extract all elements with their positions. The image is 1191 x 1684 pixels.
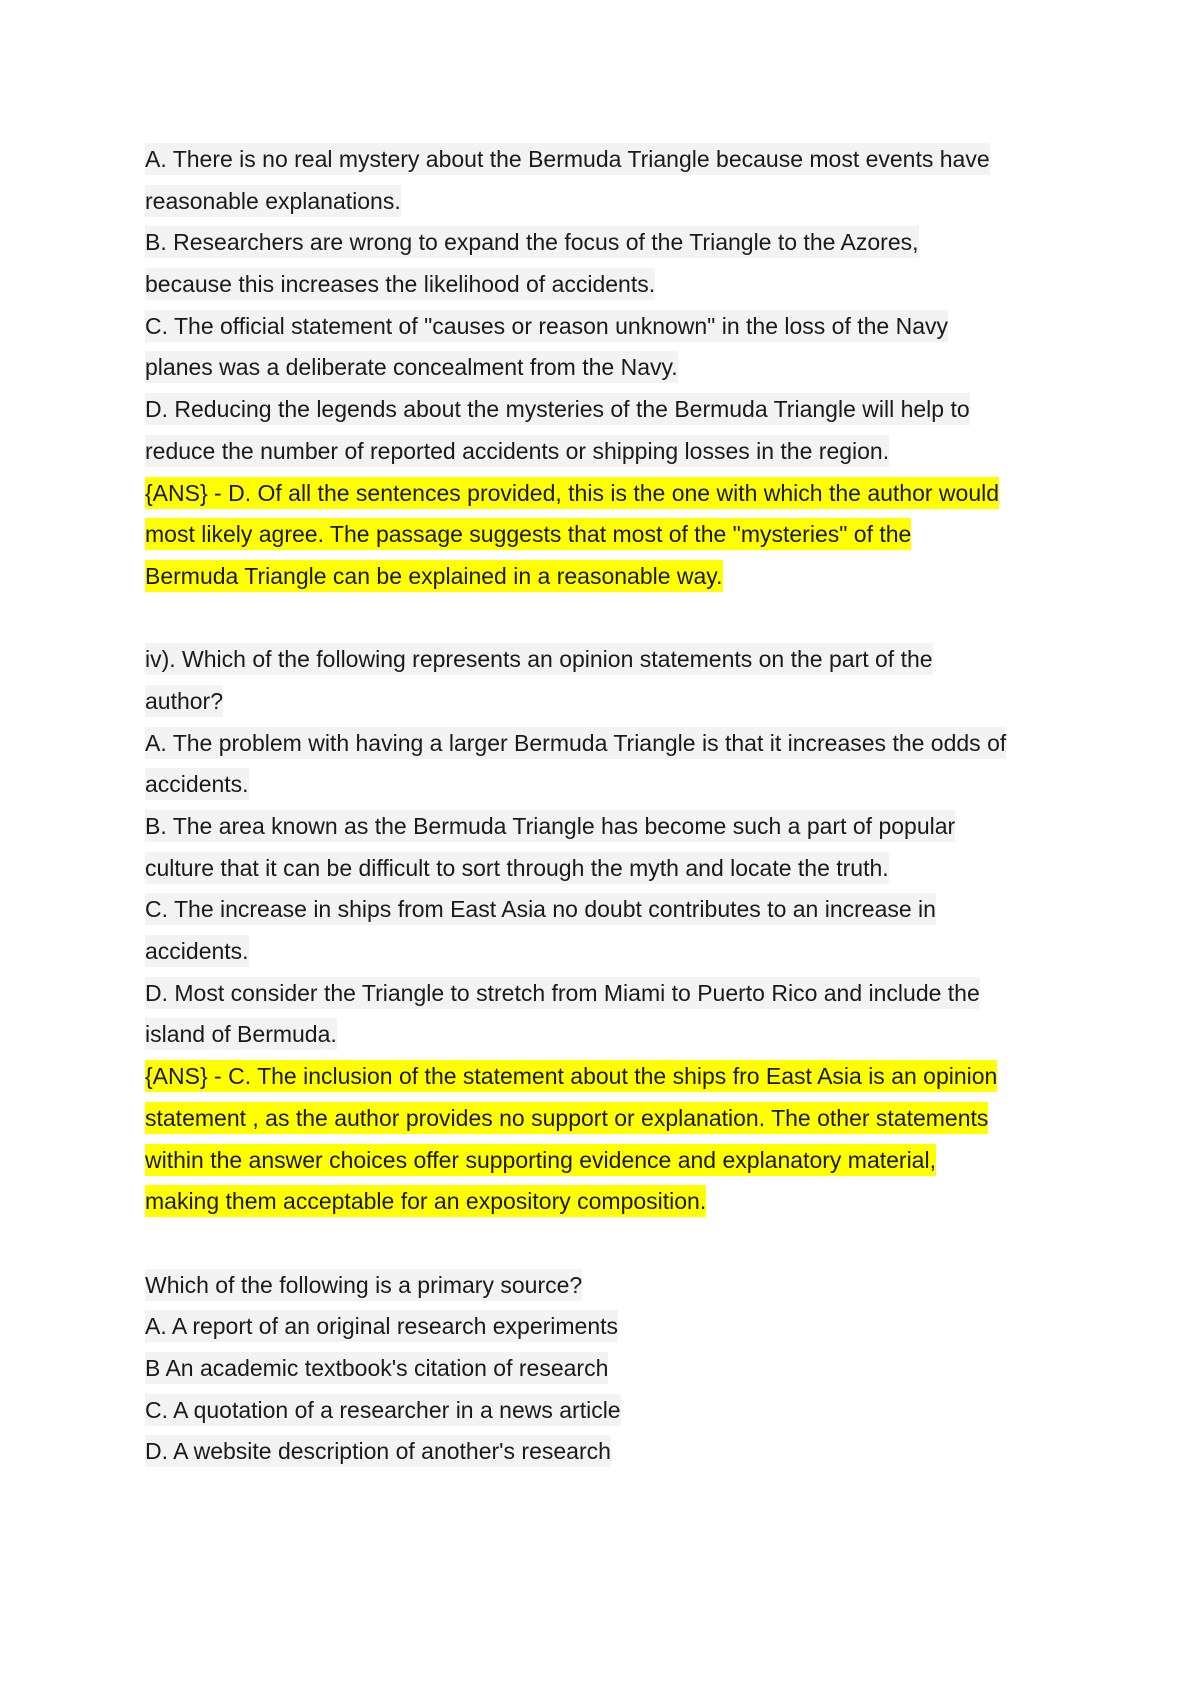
- question-2-prompt: [145, 639, 1065, 722]
- option-line: B. Researchers are wrong to expand the focus of the Triangle to the Azores,: [145, 222, 1065, 264]
- paragraph-gap: [145, 1223, 1065, 1265]
- option-line: B. The area known as the Bermuda Triangle has become such a part of popular: [145, 806, 1065, 848]
- document-page: [145, 139, 1065, 1473]
- option-line: reduce the number of reported accidents or shipping losses in the region.: [145, 431, 1065, 473]
- answer-line: Bermuda Triangle can be explained in a reasonable way.: [145, 556, 1065, 598]
- question-2-options: [145, 723, 1065, 1057]
- option-line: D. Most consider the Triangle to stretch from Miami to Puerto Rico and include the: [145, 973, 1065, 1015]
- answer-line: statement , as the author provides no support or explanation. The other statements: [145, 1098, 1065, 1140]
- option-line: A. There is no real mystery about the Bermuda Triangle because most events have: [145, 139, 1065, 181]
- answer-line: {ANS} - D. Of all the sentences provided, this is the one with which the author would: [145, 473, 1065, 515]
- question-line: author?: [145, 681, 1065, 723]
- option-line: C. The official statement of "causes or reason unknown" in the loss of the Navy: [145, 306, 1065, 348]
- question-1-options: [145, 139, 1065, 473]
- question-3-options: [145, 1306, 1065, 1473]
- answer-line: within the answer choices offer supporting evidence and explanatory material,: [145, 1140, 1065, 1182]
- question-1-answer: [145, 473, 1065, 598]
- option-line: D. Reducing the legends about the mysteries of the Bermuda Triangle will help to: [145, 389, 1065, 431]
- option-line: planes was a deliberate concealment from the Navy.: [145, 347, 1065, 389]
- question-line: Which of the following is a primary source?: [145, 1265, 1065, 1307]
- option-line: accidents.: [145, 931, 1065, 973]
- answer-line: making them acceptable for an expository composition.: [145, 1181, 1065, 1223]
- paragraph-gap: [145, 598, 1065, 640]
- option-line: reasonable explanations.: [145, 181, 1065, 223]
- option-line: B An academic textbook's citation of research: [145, 1348, 1065, 1390]
- option-line: culture that it can be difficult to sort through the myth and locate the truth.: [145, 848, 1065, 890]
- option-line: A. The problem with having a larger Bermuda Triangle is that it increases the odds of: [145, 723, 1065, 765]
- option-line: D. A website description of another's research: [145, 1431, 1065, 1473]
- option-line: C. A quotation of a researcher in a news article: [145, 1390, 1065, 1432]
- option-line: C. The increase in ships from East Asia no doubt contributes to an increase in: [145, 889, 1065, 931]
- option-line: A. A report of an original research experiments: [145, 1306, 1065, 1348]
- option-line: accidents.: [145, 764, 1065, 806]
- question-line: iv). Which of the following represents an opinion statements on the part of the: [145, 639, 1065, 681]
- option-line: island of Bermuda.: [145, 1014, 1065, 1056]
- question-3-prompt: [145, 1265, 1065, 1307]
- answer-line: {ANS} - C. The inclusion of the statement about the ships fro East Asia is an opinion: [145, 1056, 1065, 1098]
- option-line: because this increases the likelihood of accidents.: [145, 264, 1065, 306]
- answer-line: most likely agree. The passage suggests that most of the "mysteries" of the: [145, 514, 1065, 556]
- question-2-answer: [145, 1056, 1065, 1223]
